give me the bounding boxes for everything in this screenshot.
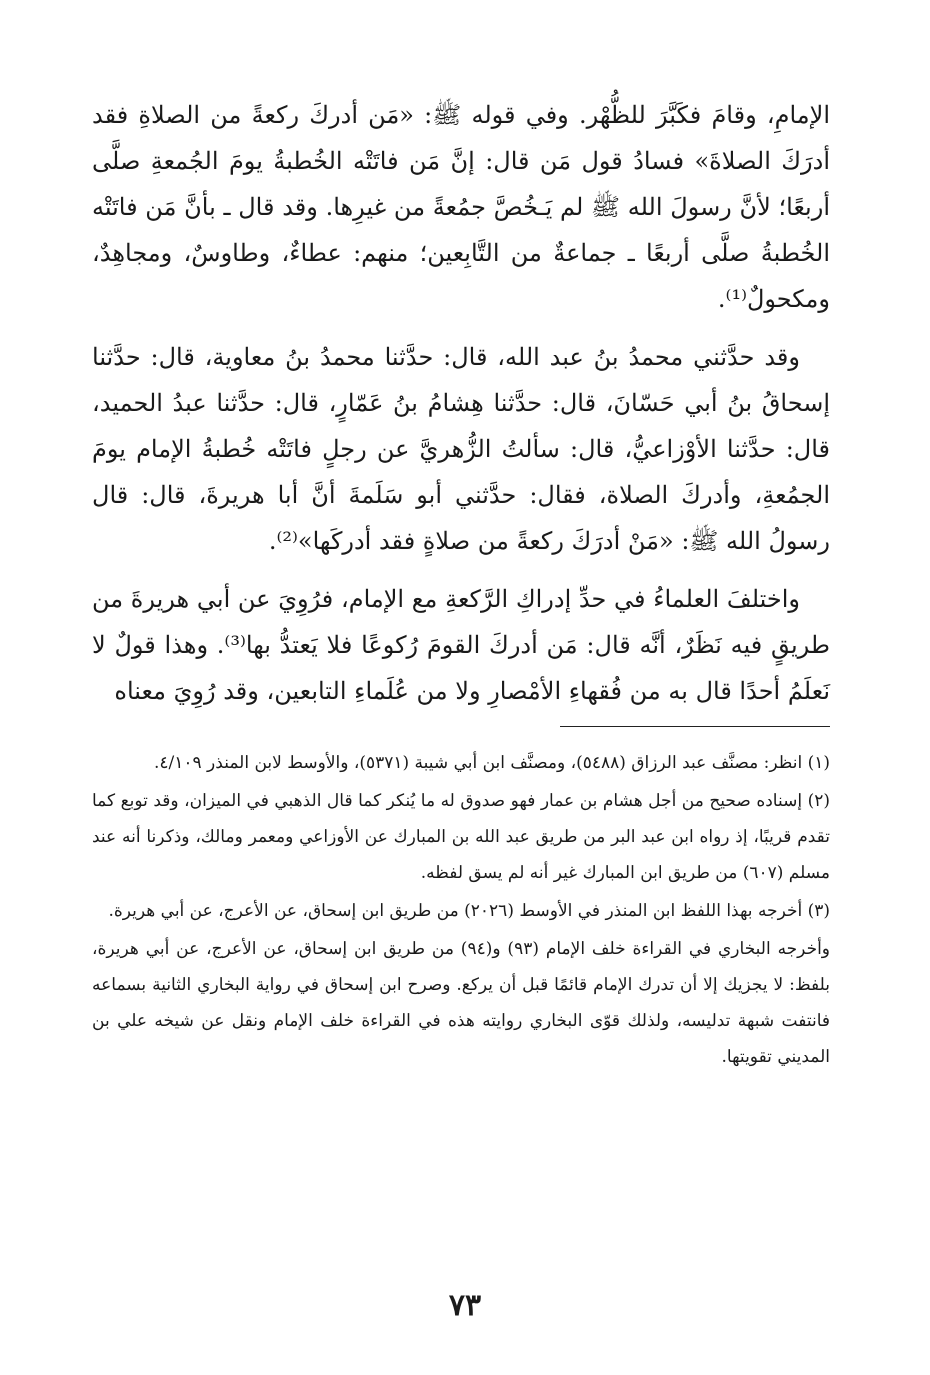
main-text [92,92,830,714]
footnotes [92,745,830,1075]
footnote-1: (١) انظر: مصنَّف عبد الرزاق (٥٤٨٨)، ومصنَّف ابن أبي شيبة (٥٣٧١)، والأوسط لابن المنذر ٤/١٠٩. [153,753,830,773]
footnote-3-continued: وأخرجه البخاري في القراءة خلف الإمام (٩٣) و(٩٤) من طريق ابن إسحاق، عن الأعرج، عن أبي هريرة، بلفظ: لا يجزيك إلا أن تدرك الإمام قائمًا قبل أن يركع. وصرح ابن إسحاق في رواية البخاري الثانية بسماعه فانتفت شبهة تدليسه، ولذلك قوّى البخاري روايته هذه في القراءة خلف الإمام ونقل عن شيخه علي بن المديني تقويتها. [92,939,831,1067]
footnote-2: (٢) إسناده صحيح من أجل هشام بن عمار فهو صدوق له ما يُنكر كما قال الذهبي في الميزان، وقد توبع كما تقدم قريبًا، إذ رواه ابن عبد البر من طريق عبد الله بن المبارك عن الأوزاعي ومعمر ومالك، وذكرنا أنه عند مسلم (٦٠٧) من طريق ابن المبارك غير أنه لم يسق لفظه. [92,791,830,883]
paragraph: الإمامِ، وقامَ فكَبَّرَ للظُّهْر. وفي قوله ﷺ: «مَن أدركَ ركعةً من الصلاةِ فقد أدرَكَ الصلاةَ» فسادُ قول مَن قال: إنَّ مَن فاتَتْه الخُطبةُ يومَ الجُمعةِ صلَّى أربعًا؛ لأنَّ رسولَ الله ﷺ لم يَـخُصَّ جمُعةً من غيرِها. وقد قال ـ بأنَّ مَن فاتَتْه الخُطبةُ صلَّى أربعًا ـ جماعةٌ من التَّابِعين؛ منهم: عطاءٌ، وطاوسٌ، ومجاهِدٌ، ومكحولٌ⁽¹⁾. [92,101,830,313]
book-page [92,92,830,1375]
footnote-separator [560,726,830,727]
page-number: ٧٣ [448,1288,482,1323]
footnote-3: (٣) أخرجه بهذا اللفظ ابن المنذر في الأوسط (٢٠٢٦) من طريق ابن إسحاق، عن الأعرج، عن أبي هريرة. [108,901,830,921]
paragraph: وقد حدَّثني محمدُ بنُ عبد الله، قال: حدَّثنا محمدُ بنُ معاوية، قال: حدَّثنا إسحاقُ بنُ أبي حَسّانَ، قال: حدَّثنا هِشامُ بنُ عَمّارٍ، قال: حدَّثنا عبدُ الحميد، قال: حدَّثنا الأوْزاعيُّ، قال: سألتُ الزُّهريَّ عن رجلٍ فاتَتْه خُطبةُ الإمام يومَ الجمُعةِ، وأدركَ الصلاة، فقال: حدَّثني أبو سَلَمةَ أنَّ أبا هريرةَ، قال: قال رسولُ الله ﷺ: «مَنْ أدرَكَ ركعةً من صلاةٍ فقد أدركَها»⁽²⁾. [92,343,830,555]
paragraph: واختلفَ العلماءُ في حدِّ إدراكِ الرَّكعةِ مع الإمام، فرُوِيَ عن أبي هريرةَ من طريقٍ فيه نَظَرٌ، أنَّه قال: مَن أدركَ القومَ رُكوعًا فلا يَعتدُّ بها⁽³⁾. وهذا قولٌ لا نَعلَمُ أحدًا قال به من فُقهاءِ الأمْصارِ ولا من عُلَماءِ التابعين، وقد رُوِيَ معناه [92,585,830,705]
